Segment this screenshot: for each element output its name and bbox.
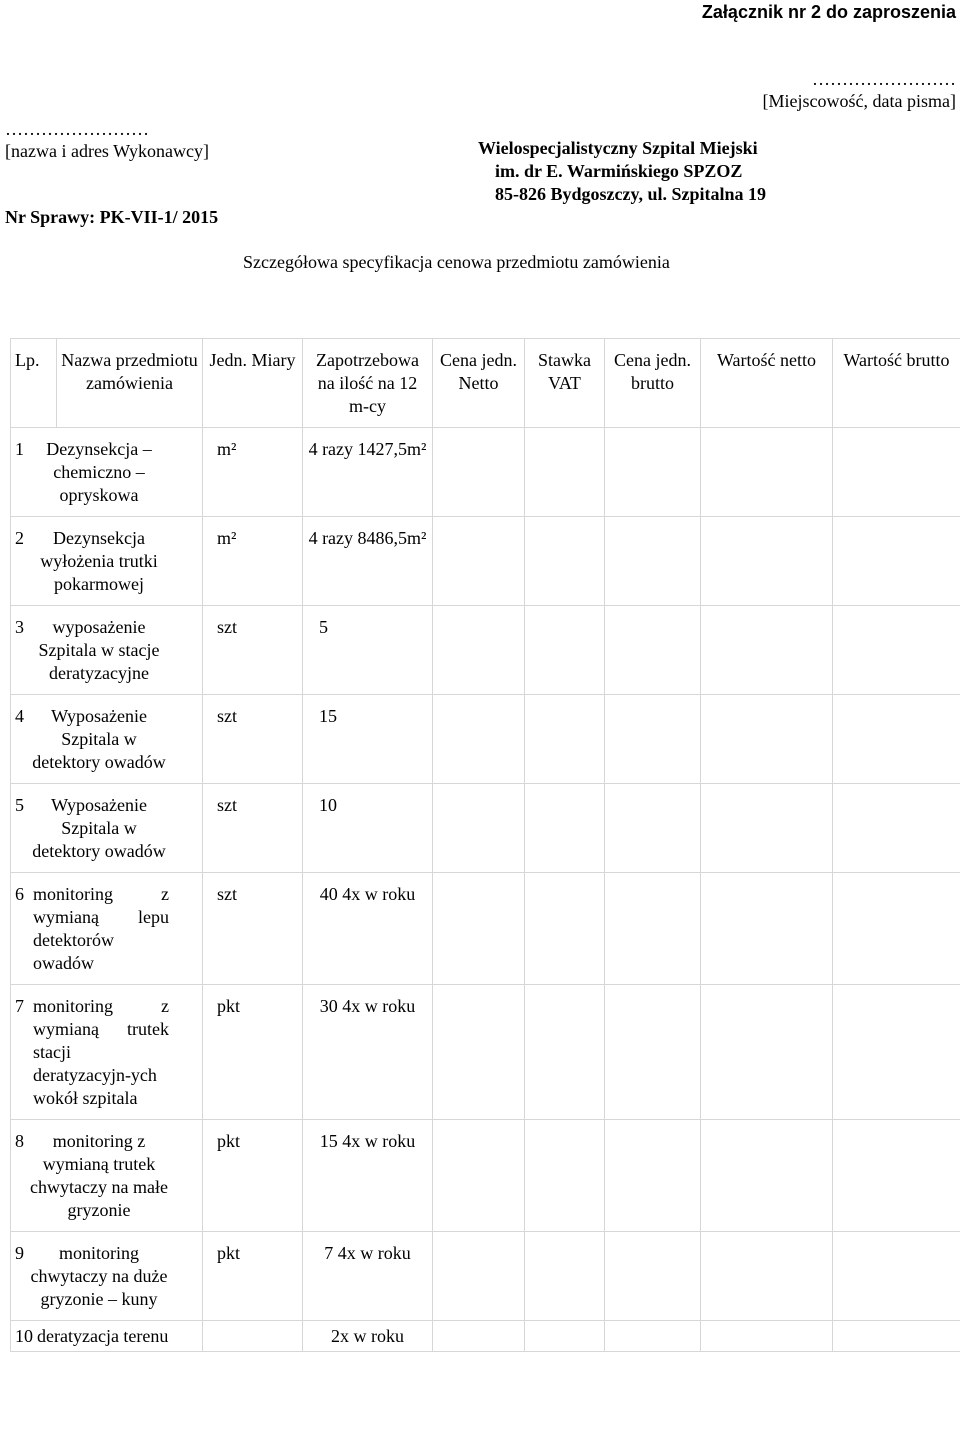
table-header-row [11,339,960,428]
table-row [11,985,960,1120]
row-gross-unit-price[interactable] [605,784,701,873]
row-vat-rate[interactable] [525,1232,605,1321]
row-lp-name-cell [11,428,203,517]
row-name: monitoring chwytaczy na duże gryzonie – kuny [30,1243,168,1309]
row-gross-unit-price[interactable] [605,1232,701,1321]
row-lp: 7 [15,996,24,1016]
row-net-value[interactable] [701,1120,833,1232]
row-vat-rate[interactable] [525,985,605,1120]
hospital-line-3: 85-826 Bydgoszczy, ul. Szpitalna 19 [495,184,767,204]
row-lp: 3 [15,617,24,637]
row-net-value[interactable] [701,606,833,695]
row-net-unit-price[interactable] [433,873,525,985]
contractor-label: [nazwa i adres Wykonawcy] [5,141,209,161]
row-vat-rate[interactable] [525,1120,605,1232]
row-lp-name-cell [11,606,203,695]
row-gross-unit-price[interactable] [605,428,701,517]
table-row [11,1321,960,1352]
row-lp: 1 [15,439,24,459]
table-row [11,428,960,517]
row-lp: 2 [15,528,24,548]
row-gross-value[interactable] [833,1321,960,1352]
header-unit: Jedn. Miary [203,339,303,428]
row-gross-unit-price[interactable] [605,517,701,606]
row-quantity: 15 [303,695,433,784]
row-unit: m² [203,517,303,606]
row-vat-rate[interactable] [525,517,605,606]
table-row [11,1120,960,1232]
row-vat-rate[interactable] [525,873,605,985]
attachment-title: Załącznik nr 2 do zaproszenia [701,2,956,22]
row-lp: 6 [15,884,24,904]
row-net-unit-price[interactable] [433,695,525,784]
row-gross-value[interactable] [833,784,960,873]
header-gross-unit-price: Cena jedn. brutto [605,339,701,428]
row-quantity: 4 razy 8486,5m² [303,517,433,606]
row-quantity: 2x w roku [303,1321,433,1352]
row-unit: szt [203,606,303,695]
row-name: monitoring z wymianą trutek stacji deratyzacyjn-ych wokół szpitala [33,996,169,1108]
case-number: Nr Sprawy: PK-VII-1/ 2015 [5,207,219,227]
hospital-line-1: Wielospecjalistyczny Szpital Miejski [478,138,758,158]
row-gross-value[interactable] [833,1232,960,1321]
row-net-value[interactable] [701,985,833,1120]
row-unit [203,1321,303,1352]
row-lp-name-cell [11,1321,203,1352]
table-row [11,606,960,695]
row-net-unit-price[interactable] [433,428,525,517]
row-vat-rate[interactable] [525,784,605,873]
row-gross-unit-price[interactable] [605,1120,701,1232]
row-quantity: 4 razy 1427,5m² [303,428,433,517]
row-quantity: 30 4x w roku [303,985,433,1120]
row-gross-unit-price[interactable] [605,695,701,784]
row-vat-rate[interactable] [525,428,605,517]
row-quantity: 40 4x w roku [303,873,433,985]
row-vat-rate[interactable] [525,695,605,784]
row-quantity: 15 4x w roku [303,1120,433,1232]
row-unit: szt [203,784,303,873]
row-unit: m² [203,428,303,517]
row-name: deratyzacja terenu [37,1326,169,1346]
row-net-unit-price[interactable] [433,784,525,873]
row-unit: pkt [203,1120,303,1232]
specification-title: Szczegółowa specyfikacja cenowa przedmiotu zamówienia [243,252,670,272]
row-gross-unit-price[interactable] [605,873,701,985]
row-gross-value[interactable] [833,428,960,517]
row-lp: 4 [15,706,24,726]
contractor-dots: …………………… [5,119,149,139]
header-net-value: Wartość netto [701,339,833,428]
row-gross-value[interactable] [833,873,960,985]
hospital-address [478,137,766,206]
row-net-unit-price[interactable] [433,606,525,695]
row-quantity: 10 [303,784,433,873]
row-net-unit-price[interactable] [433,1120,525,1232]
header-net-unit-price: Cena jedn. Netto [433,339,525,428]
row-name: Wyposażenie Szpitala w detektory owadów [32,795,166,861]
hospital-line-2: im. dr E. Warmińskiego SPZOZ [495,161,743,181]
row-vat-rate[interactable] [525,606,605,695]
row-lp: 5 [15,795,24,815]
table-row [11,784,960,873]
header-lp: Lp. [11,339,57,428]
row-net-value[interactable] [701,428,833,517]
row-net-value[interactable] [701,873,833,985]
row-lp: 8 [15,1131,24,1151]
row-gross-value[interactable] [833,606,960,695]
row-name: Dezynsekcja wyłożenia trutki pokarmowej [40,528,158,594]
row-gross-unit-price[interactable] [605,1321,701,1352]
row-net-value[interactable] [701,1321,833,1352]
row-quantity: 5 [303,606,433,695]
header-name: Nazwa przedmiotu zamówienia [57,339,203,428]
row-unit: szt [203,695,303,784]
header-quantity: Zapotrzebowa na ilość na 12 m-cy [303,339,433,428]
header-vat-rate: Stawka VAT [525,339,605,428]
row-unit: pkt [203,1232,303,1321]
row-unit: pkt [203,985,303,1120]
row-net-unit-price[interactable] [433,985,525,1120]
row-net-value[interactable] [701,695,833,784]
row-lp-name-cell [11,985,203,1120]
row-gross-value[interactable] [833,517,960,606]
row-gross-value[interactable] [833,695,960,784]
row-net-unit-price[interactable] [433,1321,525,1352]
row-gross-value[interactable] [833,1120,960,1232]
row-gross-unit-price[interactable] [605,606,701,695]
table-row [11,517,960,606]
row-vat-rate[interactable] [525,1321,605,1352]
row-gross-unit-price[interactable] [605,985,701,1120]
row-lp-name-cell [11,1120,203,1232]
price-specification-table [10,338,960,1352]
row-quantity: 7 4x w roku [303,1232,433,1321]
row-unit: szt [203,873,303,985]
row-name: Dezynsekcja – chemiczno – opryskowa [46,439,152,505]
row-name: monitoring z wymianą trutek chwytaczy na małe gryzonie [30,1131,168,1220]
row-lp: 10 [15,1326,33,1346]
row-lp: 9 [15,1243,24,1263]
row-net-value[interactable] [701,517,833,606]
place-date-label: [Miejscowość, data pisma] [762,91,956,111]
row-net-unit-price[interactable] [433,517,525,606]
row-lp-name-cell [11,873,203,985]
row-lp-name-cell [11,695,203,784]
row-name: wyposażenie Szpitala w stacje deratyzacyjne [38,617,160,683]
place-date-dots: …………………… [812,69,956,89]
table-row [11,873,960,985]
row-lp-name-cell [11,1232,203,1321]
table-row [11,695,960,784]
row-net-unit-price[interactable] [433,1232,525,1321]
row-gross-value[interactable] [833,985,960,1120]
row-lp-name-cell [11,517,203,606]
row-net-value[interactable] [701,784,833,873]
row-name: monitoring z wymianą lepu detektorów owadów [33,884,169,973]
table-row [11,1232,960,1321]
header-gross-value: Wartość brutto [833,339,960,428]
row-lp-name-cell [11,784,203,873]
row-net-value[interactable] [701,1232,833,1321]
row-name: Wyposażenie Szpitala w detektory owadów [32,706,166,772]
